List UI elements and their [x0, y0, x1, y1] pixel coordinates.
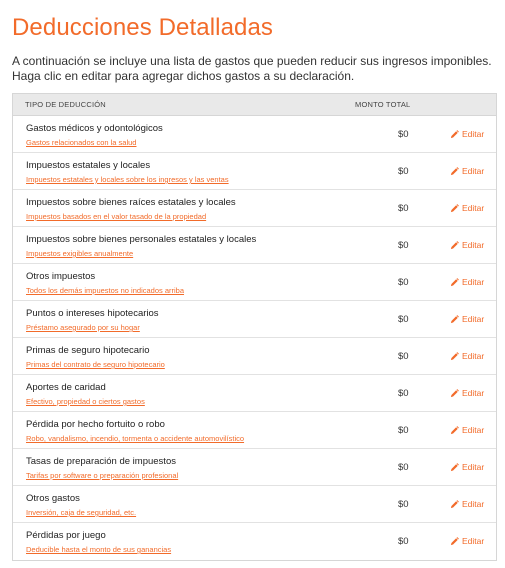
- table-row: [13, 523, 496, 560]
- table-row: [13, 486, 496, 523]
- table-row: [13, 338, 496, 375]
- deduction-amount: $0: [398, 166, 409, 177]
- edit-label: Editar: [462, 499, 485, 509]
- deduction-amount: $0: [398, 277, 409, 288]
- table-row: [13, 227, 496, 264]
- edit-label: Editar: [462, 425, 485, 435]
- deduction-amount: $0: [398, 314, 409, 325]
- pencil-icon: [450, 278, 459, 287]
- deduction-name: Gastos médicos y odontológicos: [26, 123, 163, 134]
- pencil-icon: [450, 130, 459, 139]
- deduction-name: Otros gastos: [26, 493, 80, 504]
- deduction-name: Impuestos sobre bienes personales estatales y locales: [26, 234, 257, 245]
- edit-button[interactable]: [450, 499, 484, 509]
- edit-label: Editar: [462, 240, 485, 250]
- edit-button[interactable]: [450, 240, 484, 250]
- table-row: [13, 153, 496, 190]
- deduction-description-link[interactable]: Préstamo asegurado por su hogar: [26, 323, 140, 332]
- column-header-amount: MONTO TOTAL: [355, 100, 411, 109]
- edit-button[interactable]: [450, 351, 484, 361]
- table-row: [13, 190, 496, 227]
- edit-button[interactable]: [450, 129, 484, 139]
- deduction-amount: $0: [398, 499, 409, 510]
- deduction-amount: $0: [398, 388, 409, 399]
- deduction-description-link[interactable]: Impuestos basados en el valor tasado de la propiedad: [26, 212, 207, 221]
- deduction-description-link[interactable]: Todos los demás impuestos no indicados arriba: [26, 286, 185, 295]
- pencil-icon: [450, 463, 459, 472]
- deduction-amount: $0: [398, 351, 409, 362]
- pencil-icon: [450, 315, 459, 324]
- edit-button[interactable]: [450, 536, 484, 546]
- edit-label: Editar: [462, 536, 485, 546]
- table-row: [13, 301, 496, 338]
- deduction-amount: $0: [398, 462, 409, 473]
- deduction-name: Impuestos estatales y locales: [26, 160, 151, 171]
- edit-button[interactable]: [450, 425, 484, 435]
- table-body: [13, 116, 496, 560]
- pencil-icon: [450, 204, 459, 213]
- deduction-amount: $0: [398, 203, 409, 214]
- deduction-name: Impuestos sobre bienes raíces estatales y locales: [26, 197, 236, 208]
- table-header: [13, 94, 496, 116]
- deduction-name: Pérdidas por juego: [26, 530, 106, 541]
- edit-label: Editar: [462, 203, 485, 213]
- table-row: [13, 264, 496, 301]
- pencil-icon: [450, 389, 459, 398]
- pencil-icon: [450, 426, 459, 435]
- edit-label: Editar: [462, 277, 485, 287]
- table-row: [13, 412, 496, 449]
- deduction-name: Primas de seguro hipotecario: [26, 345, 150, 356]
- table-row: [13, 449, 496, 486]
- deduction-description-link[interactable]: Gastos relacionados con la salud: [26, 138, 137, 147]
- deduction-name: Puntos o intereses hipotecarios: [26, 308, 159, 319]
- pencil-icon: [450, 352, 459, 361]
- deduction-description-link[interactable]: Robo, vandalismo, incendio, tormenta o accidente automovilístico: [26, 434, 245, 443]
- table-row: [13, 375, 496, 412]
- pencil-icon: [450, 167, 459, 176]
- table-row: [13, 116, 496, 153]
- deduction-amount: $0: [398, 536, 409, 547]
- deduction-description-link[interactable]: Primas del contrato de seguro hipotecario: [26, 360, 165, 369]
- deduction-name: Pérdida por hecho fortuito o robo: [26, 419, 165, 430]
- deduction-name: Tasas de preparación de impuestos: [26, 456, 176, 467]
- deduction-description-link[interactable]: Tarifas por software o preparación profesional: [26, 471, 179, 480]
- deduction-description-link[interactable]: Impuestos exigibles anualmente: [26, 249, 134, 258]
- deduction-amount: $0: [398, 425, 409, 436]
- deductions-table: [12, 93, 497, 561]
- intro-text: A continuación se incluye una lista de gastos que pueden reducir sus ingresos imponibles. Haga clic en editar para agregar dichos gastos a su declaración.: [12, 54, 492, 83]
- edit-button[interactable]: [450, 462, 484, 472]
- deduction-name: Otros impuestos: [26, 271, 96, 282]
- deduction-description-link[interactable]: Efectivo, propiedad o ciertos gastos: [26, 397, 145, 406]
- edit-label: Editar: [462, 129, 485, 139]
- edit-button[interactable]: [450, 166, 484, 176]
- edit-label: Editar: [462, 388, 485, 398]
- edit-label: Editar: [462, 166, 485, 176]
- pencil-icon: [450, 500, 459, 509]
- edit-button[interactable]: [450, 314, 484, 324]
- deduction-description-link[interactable]: Deducible hasta el monto de sus ganancias: [26, 545, 172, 554]
- edit-button[interactable]: [450, 388, 484, 398]
- deduction-amount: $0: [398, 240, 409, 251]
- edit-label: Editar: [462, 314, 485, 324]
- deduction-description-link[interactable]: Inversión, caja de seguridad, etc.: [26, 508, 137, 517]
- deduction-description-link[interactable]: Impuestos estatales y locales sobre los ingresos y las ventas: [26, 175, 229, 184]
- deduction-name: Aportes de caridad: [26, 382, 106, 393]
- column-header-type: TIPO DE DEDUCCIÓN: [25, 100, 106, 109]
- edit-button[interactable]: [450, 277, 484, 287]
- edit-label: Editar: [462, 462, 485, 472]
- edit-button[interactable]: [450, 203, 484, 213]
- page-title: Deducciones Detalladas: [12, 14, 274, 41]
- pencil-icon: [450, 241, 459, 250]
- pencil-icon: [450, 537, 459, 546]
- edit-label: Editar: [462, 351, 485, 361]
- deduction-amount: $0: [398, 129, 409, 140]
